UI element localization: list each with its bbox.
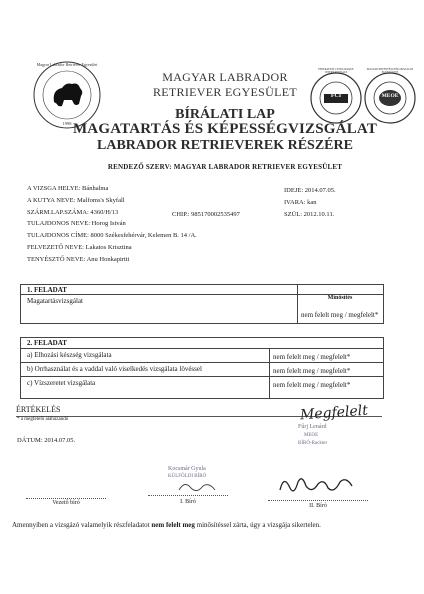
club-logo-text: Magyar Labrador Retriever Egyesület (36, 62, 98, 67)
field-chip: CHIP.: 985170002535497 (172, 211, 240, 218)
task1-header: 1. FELADAT (27, 286, 67, 294)
judge1-label: I. Bíró (180, 499, 196, 505)
leader-judge-label: Vezető bíró (52, 500, 80, 506)
evaluation-footnote: * a megfelelő aláhúzandó (17, 417, 69, 422)
footer-text-1: Amennyiben a vizsgázó valamelyik részfeladatot (12, 521, 152, 529)
field-registry: SZÁRM.LAP.SZÁMA: 4360/H/13 (27, 209, 119, 216)
leader-sign-line (26, 498, 106, 499)
judge2-sign-line (268, 500, 368, 501)
field-handler: FELVEZETŐ NEVE: Lakatos Krisztina (27, 244, 132, 251)
task2-header: 2. FELADAT (27, 339, 67, 347)
field-dog-name: A KUTYA NEVE: Malfoms's Skyfall (27, 197, 125, 204)
field-exam-date: IDEJE: 2014.07.05. (284, 187, 336, 194)
field-breeder: TENYÉSZTŐ NEVE: Anu Honkapirtti (27, 256, 130, 263)
field-sex: IVARA: kan (284, 199, 317, 206)
rating-header: Minősítés (327, 295, 353, 301)
judge2-stamp-name: Fűrj Lenárd (298, 424, 327, 430)
footer-text-2: minősítéssel zárta, úgy a vizsgája sikertelen. (194, 521, 321, 529)
field-birth-date: SZÜL: 2012.10.11. (284, 211, 335, 218)
judge1-signature (175, 478, 225, 496)
evaluation-date: DÁTUM: 2014.07.05. (17, 437, 76, 444)
task2-rating-c[interactable]: nem felelt meg / megfelelt* (273, 381, 351, 389)
task2-rating-b[interactable]: nem felelt meg / megfelelt* (273, 367, 351, 375)
organizer-line: RENDEZŐ SZERV: MAGYAR LABRADOR RETRIEVER EGYESÜLET (107, 163, 343, 171)
task1-table (20, 284, 384, 324)
judge2-stamp-org: MEOE (304, 433, 319, 438)
fci-badge: FCI (330, 93, 342, 99)
judge2-signature (276, 470, 366, 500)
form-subtitle-2: LABRADOR RETRIEVEREK RÉSZÉRE (97, 138, 353, 153)
meoe-ring-text: MAGYAR EBTENYÉSZTŐK ORSZÁGOS EGYESÜLETE (366, 68, 414, 74)
field-place: A VIZSGA HELYE: Bánhalma (27, 185, 109, 192)
handwritten-result: Megfelelt (299, 402, 369, 424)
judge1-sign-line (148, 495, 228, 496)
judge2-stamp-title: BÍRÓ-Rackter (298, 441, 328, 446)
task2-rating-a[interactable]: nem felelt meg / megfelelt* (273, 353, 351, 361)
task2-item-b: b) Orrhasználat és a vaddal való viselkedés vizsgálata lövéssel (27, 365, 202, 373)
task2-item-c: c) Vízszeretet vizsgálata (27, 379, 96, 387)
judge2-label: II. Bíró (309, 503, 327, 509)
form-title: BÍRÁLATI LAP (175, 107, 275, 122)
meoe-badge: MEOE (381, 93, 399, 99)
judge1-name: Kocsmár Gyula (168, 466, 206, 472)
task1-item: Magatartásvizsgálat (27, 297, 83, 305)
footer-note (12, 520, 392, 530)
org-name-line2: RETRIEVER EGYESÜLET (152, 85, 298, 99)
field-owner-address: TULAJDONOS CÍME: 8000 Székesfehérvár, Kelemen B. 14 /A. (27, 232, 197, 239)
footer-bold: nem felelt meg (151, 521, 195, 529)
form-subtitle: MAGATARTÁS ÉS KÉPESSÉGVIZSGÁLAT (72, 121, 378, 137)
judge1-stamp: KÜLFÖLDI BÍRÓ (168, 474, 207, 479)
club-logo-year: 1998 (62, 121, 72, 126)
task1-rating[interactable]: nem felelt meg / megfelelt* (301, 311, 379, 319)
task2-item-a: a) Elhozási készség vizsgálata (27, 351, 112, 359)
org-name-line1: MAGYAR LABRADOR (162, 70, 288, 84)
evaluation-label: ÉRTÉKELÉS (16, 405, 61, 414)
task2-table (20, 337, 384, 399)
fci-ring-text: FEDERATION CYNOLOGIQUE INTERNATIONALE (318, 68, 354, 74)
field-owner: TULAJDONOS NEVE: Horog István (27, 220, 126, 227)
